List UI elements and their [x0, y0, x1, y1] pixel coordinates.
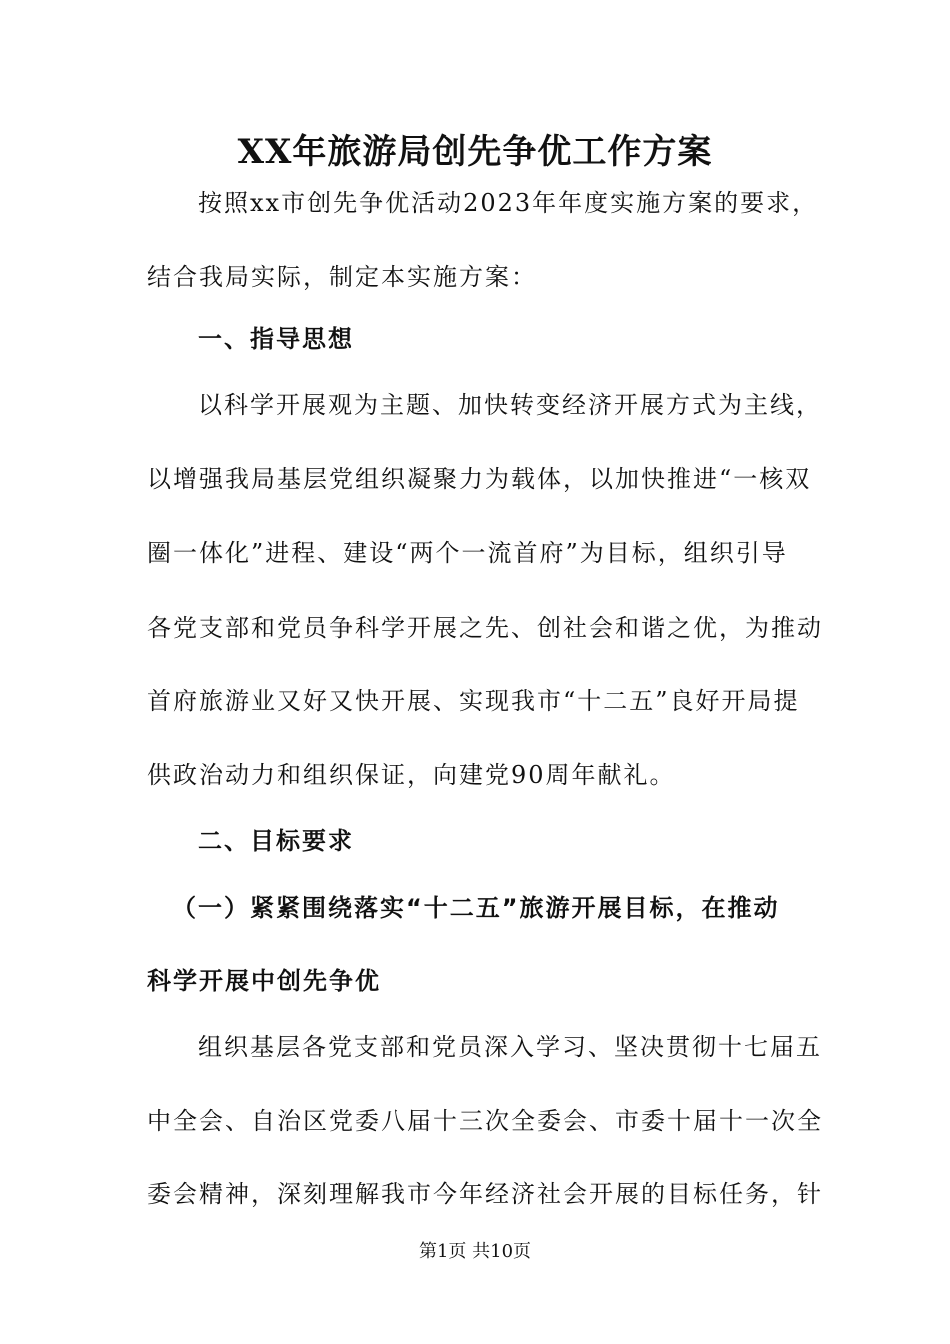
paragraph-line: 以增强我局基层党组织凝聚力为载体，以加快推进“一核双 [147, 465, 812, 493]
paragraph-line: 以科学开展观为主题、加快转变经济开展方式为主线， [198, 391, 822, 419]
document-title: XX年旅游局创先争优工作方案 [237, 132, 713, 172]
subsection-heading: （一）紧紧围绕落实“十二五”旅游开展目标，在推动 [172, 894, 780, 922]
paragraph-line: 供政治动力和组织保证，向建党90周年献礼。 [147, 761, 676, 789]
paragraph-line: 按照xx市创先争优活动2023年年度实施方案的要求， [198, 189, 819, 217]
paragraph-line: 首府旅游业又好又快开展、实现我市“十二五”良好开局提 [147, 687, 800, 715]
paragraph-line: 圈一体化”进程、建设“两个一流首府”为目标，组织引导 [147, 539, 788, 567]
paragraph-line: 各党支部和党员争科学开展之先、创社会和谐之优，为推动 [147, 614, 823, 642]
paragraph-line: 委会精神，深刻理解我市今年经济社会开展的目标任务，针 [147, 1180, 823, 1208]
section-heading: 二、目标要求 [198, 827, 354, 855]
paragraph-line: 组织基层各党支部和党员深入学习、坚决贯彻十七届五 [198, 1033, 822, 1061]
subsection-heading: 科学开展中创先争优 [147, 967, 381, 995]
page-footer: 第1页 共10页 [418, 1241, 532, 1262]
paragraph-line: 中全会、自治区党委八届十三次全委会、市委十届十一次全 [147, 1107, 823, 1135]
paragraph-line: 结合我局实际，制定本实施方案： [147, 263, 537, 291]
section-heading: 一、指导思想 [198, 325, 354, 353]
